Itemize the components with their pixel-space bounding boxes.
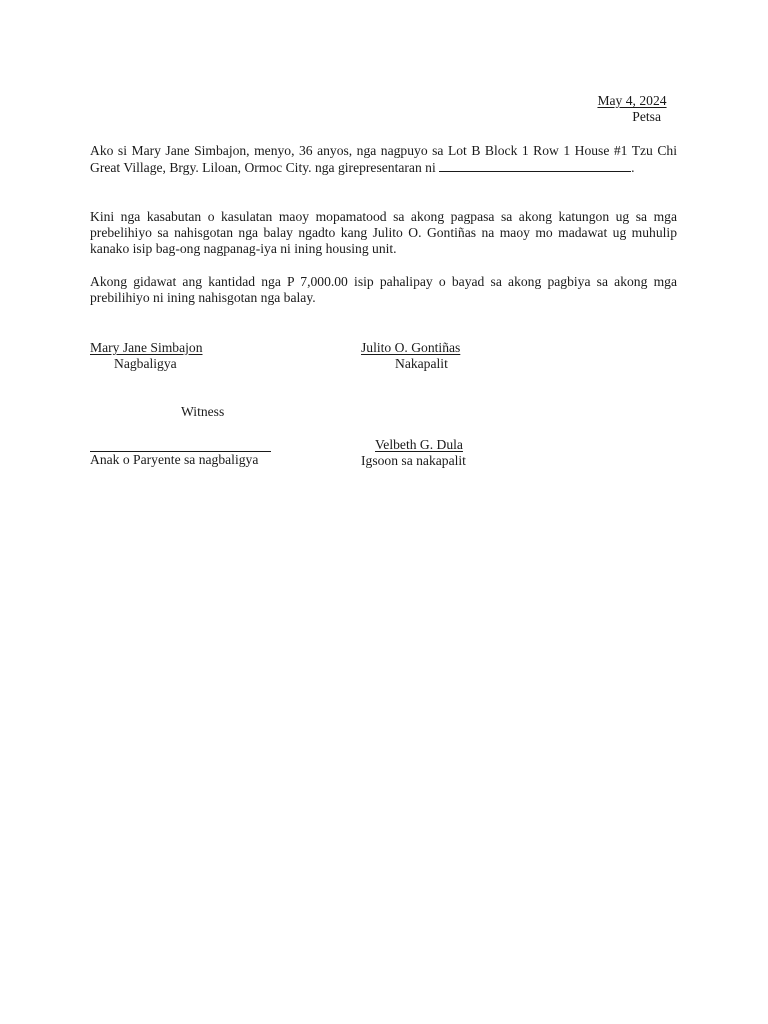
intro-text: Ako si Mary Jane Simbajon, menyo, 36 anyos, nga nagpuyo sa Lot B Block 1 Row 1 House #1 Tzu Chi Great Village, Brgy. Liloan, Ormoc City. nga girepresentaran ni — [90, 143, 677, 175]
payment-paragraph: Akong gidawat ang kantidad nga P 7,000.00 isip pahalipay o bayad sa akong pagbiya sa akong mga prebilihiyo ni ining nahisgotan nga balay. — [90, 274, 677, 305]
seller-relative-witness-block — [90, 437, 271, 468]
transfer-paragraph: Kini nga kasabutan o kasulatan maoy mopamatood sa akong pagpasa sa akong katungon ug sa mga prebelihiyo sa nahisgotan nga balay ngadto kang Julito O. Gontiñas na maoy mo madawat ug muhulip kanako isip bag-ong nagpanag-iya ni ining housing unit. — [90, 209, 677, 256]
witness-heading: Witness — [181, 404, 225, 419]
date-value: May 4, 2024 — [597, 93, 667, 108]
seller-relative-signature-line — [90, 437, 271, 452]
date-block — [587, 93, 677, 125]
intro-end: . — [631, 160, 635, 175]
representative-blank-line — [439, 159, 631, 172]
buyer-name: Julito O. Gontiñas — [361, 340, 461, 355]
buyer-sibling-name: Velbeth G. Dula — [375, 437, 463, 452]
buyer-signature-block — [361, 340, 460, 372]
date-label: Petsa — [632, 109, 661, 124]
buyer-sibling-witness-block — [361, 437, 466, 469]
seller-signature-block — [90, 340, 203, 372]
seller-role: Nagbaligya — [114, 356, 177, 371]
intro-paragraph — [90, 143, 677, 176]
seller-relative-role: Anak o Paryente sa nagbaligya — [90, 452, 259, 467]
buyer-sibling-role: Igsoon sa nakapalit — [361, 453, 466, 468]
seller-name: Mary Jane Simbajon — [90, 340, 203, 355]
buyer-role: Nakapalit — [395, 356, 448, 371]
